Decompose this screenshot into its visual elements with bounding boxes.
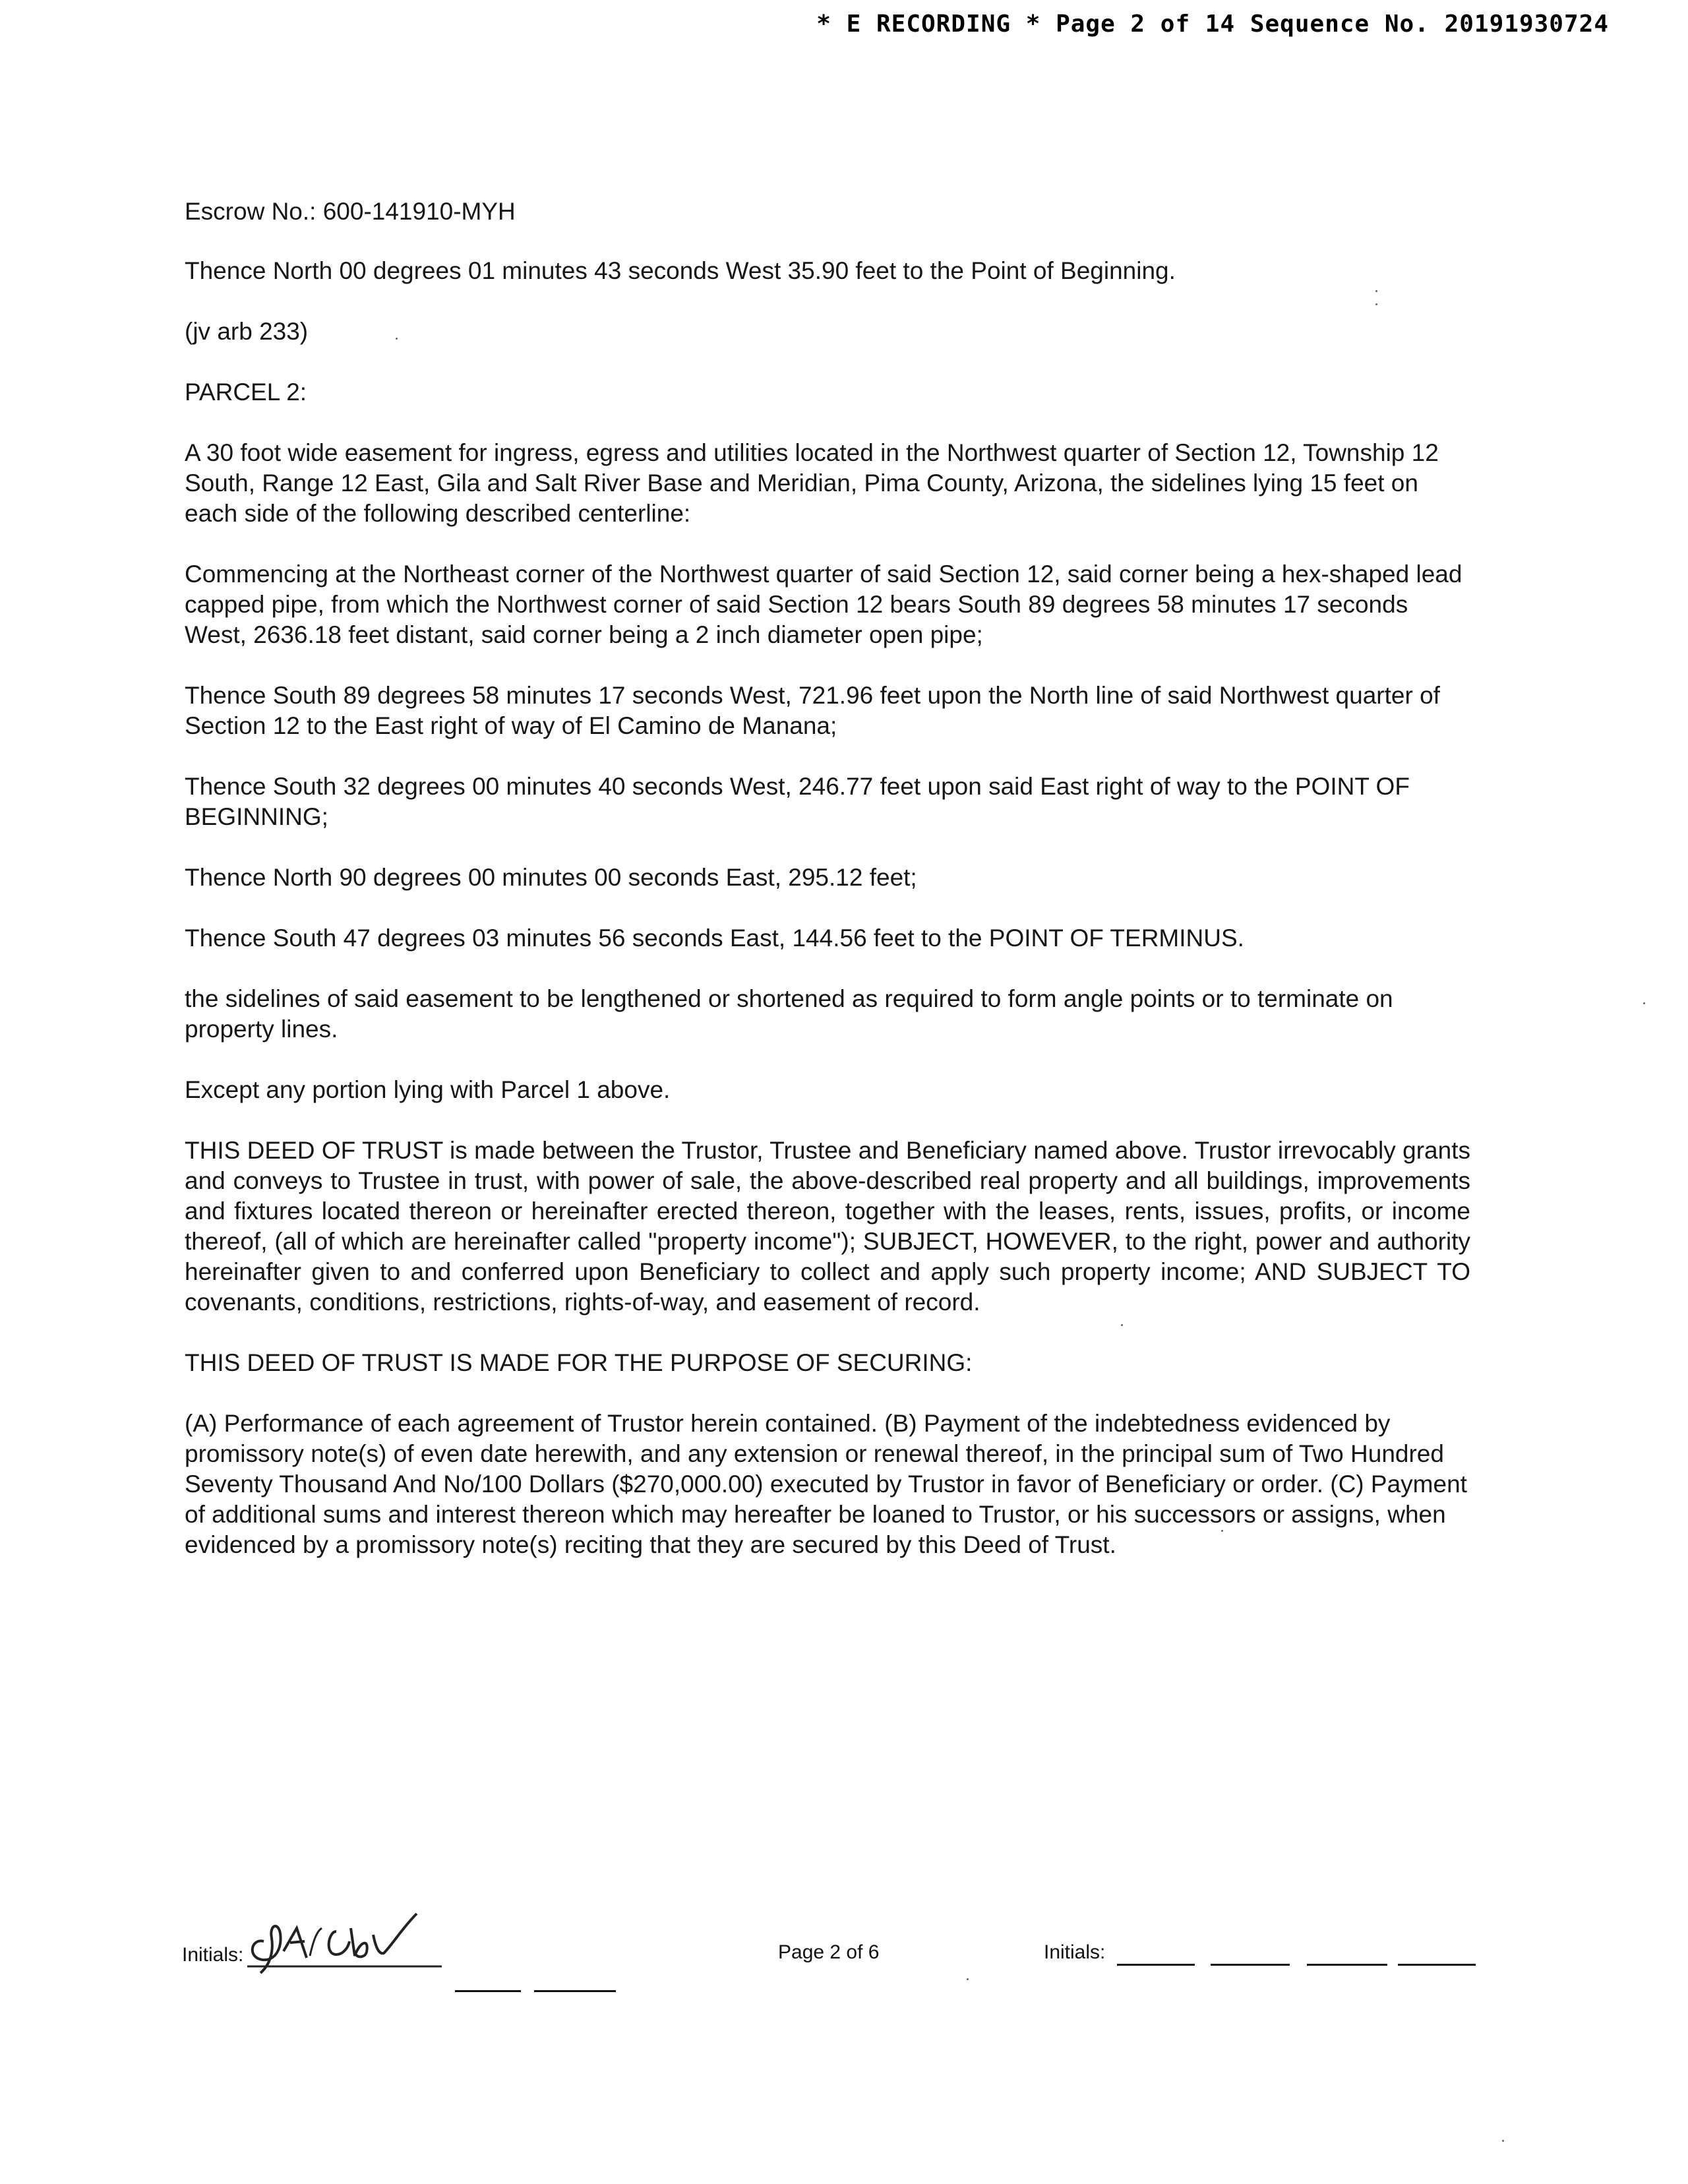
initials-left-label: Initials:: [182, 1944, 244, 1966]
paragraph-course-4: Thence South 47 degrees 03 minutes 56 seconds East, 144.56 feet to the POINT OF TERMINUS.: [185, 925, 1244, 952]
scan-speck: [1502, 2140, 1504, 2142]
recording-header: * E RECORDING * Page 2 of 14 Sequence No. 20191930724: [816, 11, 1609, 38]
paragraph-exception: Except any portion lying with Parcel 1 above.: [185, 1076, 671, 1103]
initials-blank-line: [1398, 1964, 1476, 1966]
handwritten-initials-signature: [244, 1902, 455, 1974]
scan-speck: [1643, 1002, 1645, 1004]
initials-right-label: Initials:: [1044, 1941, 1106, 1963]
page-number: Page 2 of 6: [778, 1941, 880, 1963]
scan-speck: [1375, 290, 1377, 292]
initials-blank-line: [534, 1990, 616, 1992]
scan-speck: [1121, 1324, 1123, 1326]
scan-speck: [1375, 303, 1377, 305]
paragraph-commencing: Commencing at the Northeast corner of the Northwest quarter of said Section 12, said corner being a hex-shaped lead capped pipe, from which the Northwest corner of said Section 12 bears South 89 degrees 58 minutes 17 seconds West, 2636.18 feet distant, said corner being a 2 inch diameter open pipe;: [185, 561, 1462, 648]
paragraph-point-of-beginning: Thence North 00 degrees 01 minutes 43 seconds West 35.90 feet to the Point of Beginning.: [185, 257, 1176, 284]
scan-speck: [967, 1978, 969, 1980]
parcel-heading: PARCEL 2:: [185, 379, 307, 406]
paragraph-course-2: Thence South 32 degrees 00 minutes 40 seconds West, 246.77 feet upon said East right of way to the POINT OF BEGINNING;: [185, 773, 1410, 830]
escrow-number: Escrow No.: 600-141910-MYH: [185, 198, 516, 225]
paragraph-purpose-heading: THIS DEED OF TRUST IS MADE FOR THE PURPOSE OF SECURING:: [185, 1349, 973, 1376]
paragraph-securing: (A) Performance of each agreement of Trustor herein contained. (B) Payment of the indebtedness evidenced by promissory note(s) of even date herewith, and any extension or renewal thereof, in the principal sum of Two Hundred Seventy Thousand And No/100 Dollars ($270,000.00) executed by Trustor in favor of Beneficiary or order. (C) Payment of additional sums and interest thereon which may hereafter be loaned to Trustor, or his successors or assigns, when evidenced by a promissory note(s) reciting that they are secured by this Deed of Trust.: [185, 1410, 1467, 1558]
initials-blank-line: [1307, 1964, 1387, 1966]
paragraph-reference: (jv arb 233): [185, 318, 309, 345]
scan-speck: [396, 338, 398, 340]
initials-blank-line: [455, 1990, 521, 1992]
paragraph-sidelines: the sidelines of said easement to be lengthened or shortened as required to form angle points or to terminate on property lines.: [185, 985, 1393, 1043]
page-footer: [0, 1915, 1688, 1981]
paragraph-deed-of-trust: THIS DEED OF TRUST is made between the Trustor, Trustee and Beneficiary named above. Trustor irrevocably grants and conveys to Trustee in trust, with power of sale, the above-described real property and all buildings, improvements and fixtures located thereon or hereinafter erected thereon, together with the leases, rents, issues, profits, or income thereof, (all of which are hereinafter called "property income"); SUBJECT, HOWEVER, to the right, power and authority hereinafter given to and conferred upon Beneficiary to collect and apply such property income; AND SUBJECT TO covenants, conditions, restrictions, rights-of-way, and easement of record.: [185, 1137, 1470, 1316]
scan-speck: [1221, 1530, 1223, 1532]
paragraph-easement: A 30 foot wide easement for ingress, egress and utilities located in the Northwest quarter of Section 12, Township 12 South, Range 12 East, Gila and Salt River Base and Meridian, Pima County, Arizona, the sidelines lying 15 feet on each side of the following described centerline:: [185, 439, 1439, 527]
initials-blank-line: [1117, 1964, 1195, 1966]
document-body: [185, 197, 1470, 1591]
paragraph-course-1: Thence South 89 degrees 58 minutes 17 seconds West, 721.96 feet upon the North line of said Northwest quarter of Section 12 to the East right of way of El Camino de Manana;: [185, 682, 1440, 739]
paragraph-course-3: Thence North 90 degrees 00 minutes 00 seconds East, 295.12 feet;: [185, 864, 917, 891]
initials-blank-line: [1211, 1964, 1290, 1966]
